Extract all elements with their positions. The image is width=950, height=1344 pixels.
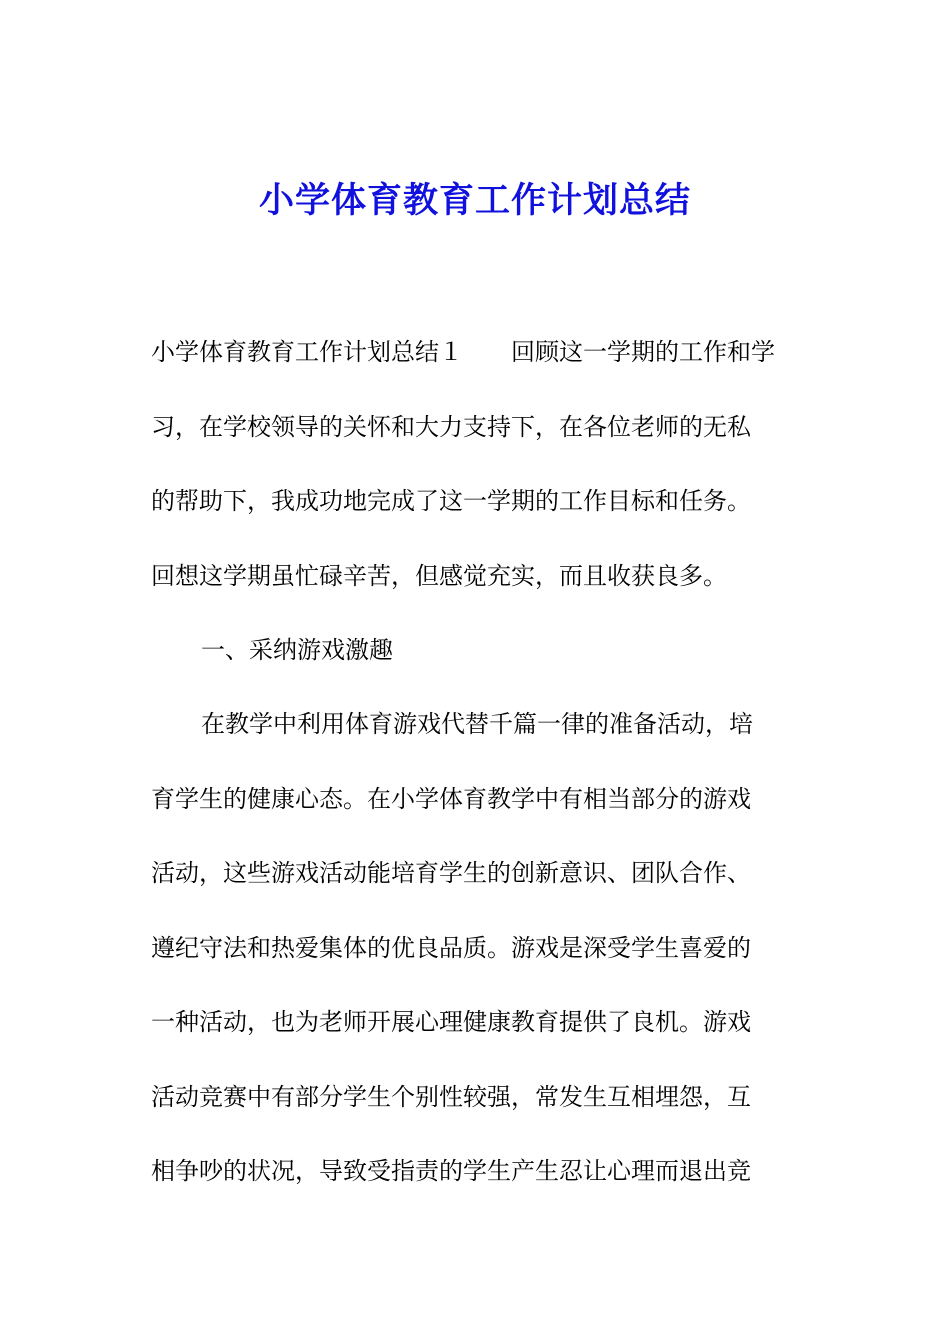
document-title: 小学体育教育工作计划总结 — [258, 180, 691, 221]
body-line: 在教学中利用体育游戏代替千篇一律的准备活动，培 — [201, 710, 753, 738]
body-line: 习，在学校领导的关怀和大力支持下，在各位老师的无私 — [151, 413, 751, 441]
body-line: 活动，这些游戏活动能培育学生的创新意识、团队合作、 — [151, 859, 751, 887]
body-line: 相争吵的状况，导致受指责的学生产生忍让心理而退出竞 — [151, 1157, 751, 1185]
section-heading: 一、采纳游戏激趣 — [201, 636, 393, 664]
body-line: 的帮助下，我成功地完成了这一学期的工作目标和任务。 — [151, 487, 751, 515]
body-line: 小学体育教育工作计划总结１ 回顾这一学期的工作和学 — [151, 338, 775, 366]
body-line: 遵纪守法和热爱集体的优良品质。游戏是深受学生喜爱的 — [151, 934, 751, 962]
body-line: 回想这学期虽忙碌辛苦，但感觉充实，而且收获良多。 — [151, 562, 727, 590]
body-line: 一种活动，也为老师开展心理健康教育提供了良机。游戏 — [151, 1008, 751, 1036]
body-line: 活动竞赛中有部分学生个别性较强，常发生互相埋怨，互 — [151, 1083, 751, 1111]
body-line: 育学生的健康心态。在小学体育教学中有相当部分的游戏 — [151, 785, 751, 813]
